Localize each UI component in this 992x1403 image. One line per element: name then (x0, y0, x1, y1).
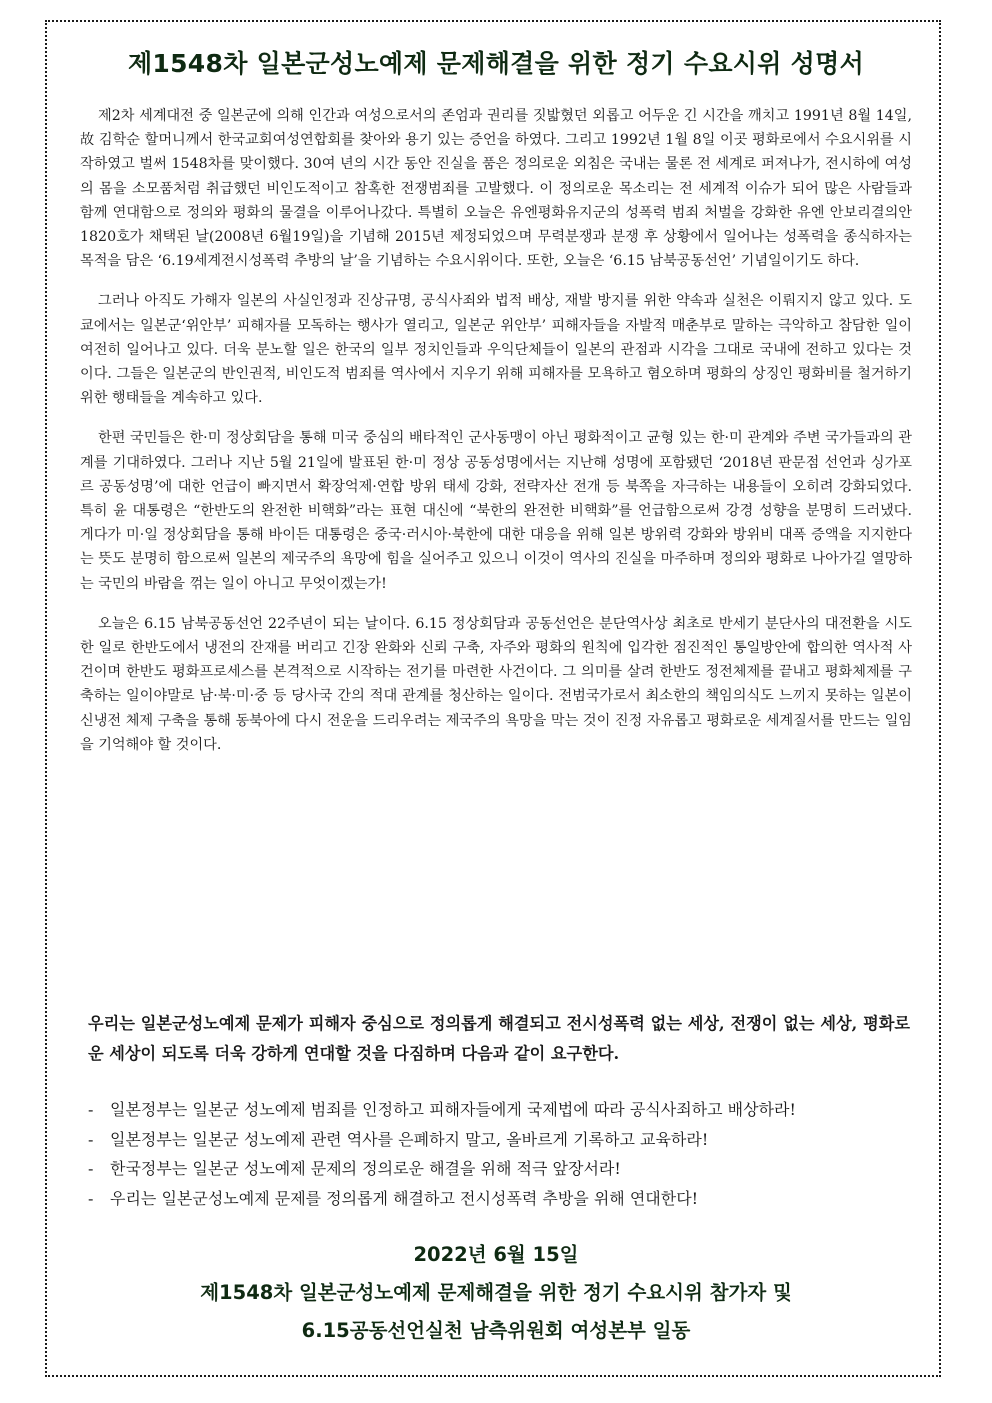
demand-text: 우리는 일본군성노예제 문제를 정의롭게 해결하고 전시성폭력 추방을 위해 연대한다! (110, 1188, 699, 1208)
signatory-line-2: 6.15공동선언실천 남측위원회 여성본부 일동 (301, 1319, 691, 1342)
body-paragraph-2: 그러나 아직도 가해자 일본의 사실인정과 진상규명, 공식사죄와 법적 배상, 재발 방지를 위한 약속과 실천은 이뤄지지 않고 있다. 도쿄에서는 일본군‘위안부’ 피해자를 모독하는 행사가 열리고, 일본군 위안부’ 피해자들을 자발적 매춘부로 말하는 극악하고 참담한 일이 여전히 일어나고 있다. 더욱 분노할 일은 한국의 일부 정치인들과 우익단체들이 일본의 관점과 시각을 그대로 국내에 전하고 있다는 것이다. 그들은 일본군의 반인권적, 비인도적 범죄를 역사에서 지우기 위해 피해자를 모욕하고 혐오하며 평화의 상징인 평화비를 철거하기 위한 행태들을 계속하고 있다. (80, 293, 912, 407)
dash-marker: - (88, 1188, 94, 1208)
demand-item (88, 1154, 918, 1184)
signatory-line-1: 제1548차 일본군성노예제 문제해결을 위한 정기 수요시위 참가자 및 (200, 1281, 792, 1304)
dash-marker: - (88, 1159, 94, 1178)
body-paragraph-1: 제2차 세계대전 중 일본군에 의해 인간과 여성으로서의 존엄과 권리를 짓밟혔던 외롭고 어두운 긴 시간을 깨치고 1991년 8월 14일, 故 김학순 할머니께서 한국교회여성연합회를 찾아와 용기 있는 증언을 하였다. 그리고 1992년 1월 8일 이곳 평화로에서 수요시위를 시작하였고 벌써 1548차를 맞이했다. 30여 년의 시간 동안 진실을 품은 정의로운 외침은 국내는 물론 전 세계로 퍼져나가, 전시하에 여성의 몸을 소모품처럼 취급했던 비인도적이고 참혹한 전쟁범죄를 고발했다. 이 정의로운 목소리는 전 세계적 이슈가 되어 많은 사람들과 함께 연대함으로 정의와 평화의 물결을 이루어나갔다. 특별히 오늘은 유엔평화유지군의 성폭력 범죄 처벌을 강화한 유엔 안보리결의안 1820호가 채택된 날(2008년 6월19일)을 기념해 2015년 제정되었으며 무력분쟁과 분쟁 후 상황에서 일어나는 성폭력을 종식하자는 목적을 담은 ‘6.19세계전시성폭력 추방의 날’을 기념하는 수요시위이다. 또한, 오늘은 ‘6.15 남북공동선언’ 기념일이기도 하다. (80, 108, 912, 270)
dash-marker: - (88, 1100, 94, 1119)
statement-body (80, 104, 912, 773)
demand-text: 일본정부는 일본군 성노예제 관련 역사를 은폐하지 말고, 올바르게 기록하고 교육하라! (110, 1129, 709, 1149)
demand-item (88, 1125, 918, 1155)
demand-item (88, 1184, 918, 1214)
demand-text: 한국정부는 일본군 성노예제 문제의 정의로운 해결을 위해 적극 앞장서라! (110, 1159, 621, 1178)
demand-item (88, 1095, 918, 1125)
resolution-statement: 우리는 일본군성노예제 문제가 피해자 중심으로 정의롭게 해결되고 전시성폭력 없는 세상, 전쟁이 없는 세상, 평화로운 세상이 되도록 더욱 강하게 연대할 것을 다짐하며 다음과 같이 요구한다. (88, 1014, 910, 1063)
body-paragraph-3: 한편 국민들은 한·미 정상회담을 통해 미국 중심의 배타적인 군사동맹이 아닌 평화적이고 균형 있는 한·미 관계와 주변 국가들과의 관계를 기대하였다. 그러나 지난 5월 21일에 발표된 한·미 정상 공동성명에서는 지난해 성명에 포함됐던 ‘2018년 판문점 선언과 싱가포르 공동성명’에 대한 언급이 빠지면서 확장억제·연합 방위 태세 강화, 전략자산 전개 등 북쪽을 자극하는 내용들이 오히려 강화되었다. 특히 윤 대통령은 “한반도의 완전한 비핵화”라는 표현 대신에 “북한의 완전한 비핵화”를 언급함으로써 강경 성향을 분명히 드러냈다. 게다가 미·일 정상회담을 통해 바이든 대통령은 중국·러시아·북한에 대한 대응을 위해 일본 방위력 강화와 방위비 대폭 증액을 지지한다는 뜻도 분명히 함으로써 일본의 제국주의 욕망에 힘을 실어주고 있으니 이것이 역사의 진실을 마주하며 정의와 평화로 나아가길 열망하는 국민의 바람을 꺾는 일이 아니고 무엇이겠는가! (80, 430, 912, 592)
demands-list (88, 1095, 918, 1213)
statement-date: 2022년 6월 15일 (413, 1243, 579, 1266)
demand-text: 일본정부는 일본군 성노예제 범죄를 인정하고 피해자들에게 국제법에 따라 공식사죄하고 배상하라! (110, 1100, 796, 1119)
statement-footer (60, 1236, 932, 1350)
statement-title: 제1548차 일본군성노예제 문제해결을 위한 정기 수요시위 성명서 (127, 49, 865, 78)
body-paragraph-4: 오늘은 6.15 남북공동선언 22주년이 되는 날이다. 6.15 정상회담과 공동선언은 분단역사상 최초로 반세기 분단사의 대전환을 시도한 일로 한반도에서 냉전의 잔재를 버리고 긴장 완화와 신뢰 구축, 자주와 평화의 원칙에 입각한 점진적인 통일방안에 합의한 역사적 사건이며 한반도 평화프로세스를 본격적으로 시작하는 전기를 마련한 사건이다. 그 의미를 살려 한반도 정전체제를 끝내고 평화체제를 구축하는 일이야말로 남·북·미·중 등 당사국 간의 적대 관계를 청산하는 일이다. 전범국가로서 최소한의 책임의식도 느끼지 못하는 일본이 신냉전 체제 구축을 통해 동북아에 다시 전운을 드리우려는 제국주의 욕망을 막는 것이 진정 자유롭고 평화로운 세계질서를 만드는 일임을 기억해야 할 것이다. (80, 615, 912, 753)
dash-marker: - (88, 1129, 94, 1149)
